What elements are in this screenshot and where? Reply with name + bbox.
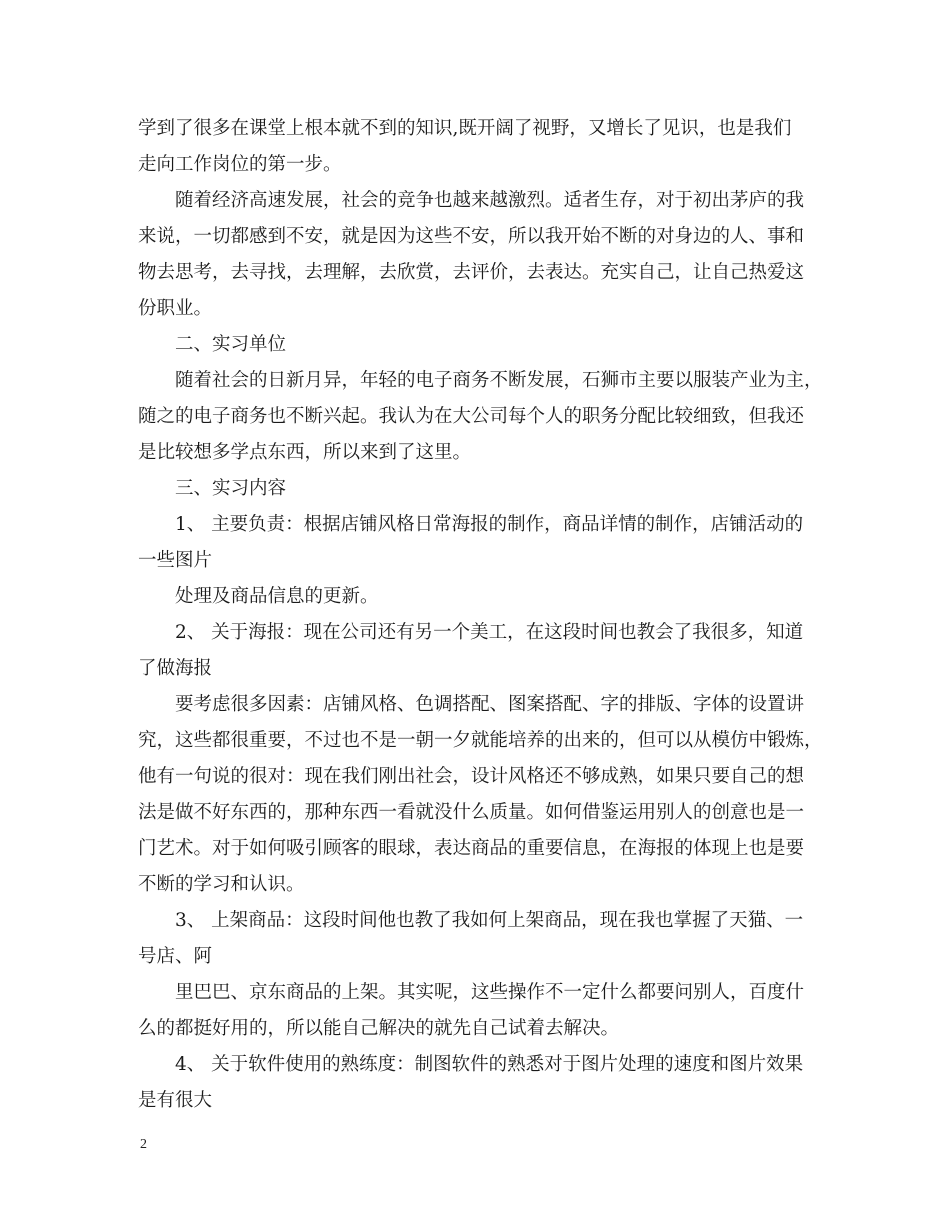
paragraph-line: 么的都挺好用的，所以能自己解决的就先自己试着去解决。 <box>138 1018 620 1039</box>
paragraph-line: 法是做不好东西的，那种东西一看就没什么质量。如何借鉴运用别人的创意也是一 <box>138 802 805 823</box>
paragraph-line: 份职业。 <box>138 298 213 319</box>
paragraph-line: 是比较想多学点东西，所以来到了这里。 <box>138 442 472 463</box>
page-number: 2 <box>140 1137 147 1152</box>
paragraph-line: 来说，一切都感到不安，就是因为这些不安，所以我开始不断的对身边的人、事和 <box>138 226 805 247</box>
paragraph-line: 走向工作岗位的第一步。 <box>138 154 342 175</box>
paragraph-line: 他有一句说的很对：现在我们刚出社会，设计风格还不够成熟，如果只要自己的想 <box>138 766 805 787</box>
list-item: 4、 关于软件使用的熟练度：制图软件的熟悉对于图片处理的速度和图片效果 <box>175 1054 804 1075</box>
section-heading: 三、实习内容 <box>175 478 287 499</box>
paragraph-line: 随之的电子商务也不断兴起。我认为在大公司每个人的职务分配比较细致，但我还 <box>138 406 805 427</box>
list-item: 2、 关于海报：现在公司还有另一个美工，在这段时间也教会了我很多，知道 <box>175 622 804 643</box>
list-item: 1、 主要负责：根据店铺风格日常海报的制作，商品详情的制作，店铺活动的 <box>175 514 804 535</box>
paragraph-line: 究，这些都很重要，不过也不是一朝一夕就能培养的出来的，但可以从模仿中锻炼， <box>138 730 823 751</box>
paragraph-line: 一些图片 <box>138 550 213 571</box>
paragraph-line: 了做海报 <box>138 658 213 679</box>
paragraph-line: 不断的学习和认识。 <box>138 874 305 895</box>
paragraph-line: 里巴巴、京东商品的上架。其实呢，这些操作不一定什么都要问别人，百度什 <box>175 982 805 1003</box>
paragraph-line: 随着经济高速发展，社会的竞争也越来越激烈。适者生存，对于初出茅庐的我 <box>175 190 805 211</box>
paragraph-line: 物去思考，去寻找，去理解，去欣赏，去评价，去表达。充实自己，让自己热爱这 <box>138 262 805 283</box>
paragraph-line: 门艺术。对于如何吸引顾客的眼球，表达商品的重要信息，在海报的体现上也是要 <box>138 838 805 859</box>
paragraph-line: 学到了很多在课堂上根本就不到的知识,既开阔了视野，又增长了见识，也是我们 <box>138 118 792 139</box>
paragraph-line: 要考虑很多因素：店铺风格、色调搭配、图案搭配、字的排版、字体的设置讲 <box>175 694 805 715</box>
section-heading: 二、实习单位 <box>175 334 287 355</box>
list-item: 3、 上架商品：这段时间他也教了我如何上架商品，现在我也掌握了天猫、一 <box>175 910 804 931</box>
paragraph-line: 号店、阿 <box>138 946 213 967</box>
paragraph-line: 处理及商品信息的更新。 <box>175 586 379 607</box>
paragraph-line: 随着社会的日新月异，年轻的电子商务不断发展，石狮市主要以服装产业为主， <box>175 370 823 391</box>
paragraph-line: 是有很大 <box>138 1090 213 1111</box>
